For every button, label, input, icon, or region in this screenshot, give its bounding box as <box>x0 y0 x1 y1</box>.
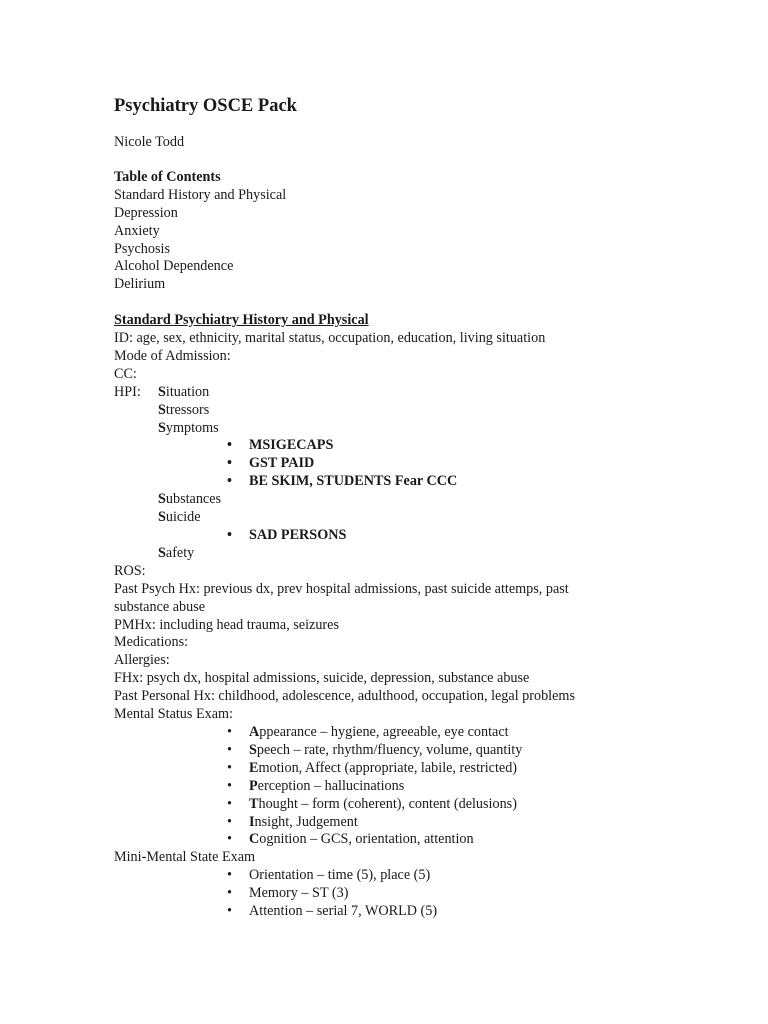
hpi-item <box>114 545 734 563</box>
mmse-text: Orientation – time (5), place (5) <box>249 867 431 884</box>
bullet-text: MSIGECAPS <box>249 437 334 454</box>
hpi-label: HPI: <box>114 383 141 400</box>
mse-item <box>114 742 734 760</box>
mse-initial: S <box>249 741 257 758</box>
bullet-text: BE SKIM, STUDENTS Fear CCC <box>249 473 458 490</box>
mse-item <box>114 778 734 796</box>
mse-item <box>114 831 734 849</box>
hpi-initial: S <box>158 544 166 561</box>
hpi-initial: S <box>158 401 166 418</box>
bullet-text: SAD PERSONS <box>249 527 347 544</box>
toc-item: Delirium <box>114 276 166 293</box>
mse-initial: E <box>249 759 259 776</box>
past-psych-hx: Past Psych Hx: previous dx, prev hospital admissions, past suicide attemps, past <box>114 580 569 597</box>
toc-item: Depression <box>114 204 178 221</box>
hpi-text: afety <box>165 544 195 561</box>
mse-item <box>114 760 734 778</box>
bullet-icon: • <box>227 777 232 794</box>
bullet-item <box>114 455 734 473</box>
bullet-icon: • <box>227 813 232 830</box>
mse-text: erception – hallucinations <box>257 777 405 794</box>
author-name: Nicole Todd <box>114 134 185 150</box>
bullet-icon: • <box>227 437 232 454</box>
mse-initial: P <box>249 777 258 794</box>
bullet-icon: • <box>227 741 232 758</box>
mse-item <box>114 814 734 832</box>
mse-text: ognition – GCS, orientation, attention <box>259 831 474 848</box>
hpi-item <box>114 509 734 527</box>
mse-item <box>114 724 734 742</box>
document-title: Psychiatry OSCE Pack <box>114 96 297 116</box>
document-page <box>114 94 734 921</box>
hpi-initial: S <box>158 509 166 526</box>
bullet-icon: • <box>227 795 232 812</box>
allergies-line: Allergies: <box>114 652 170 669</box>
toc-item: Psychosis <box>114 240 170 257</box>
bullet-item <box>114 437 734 455</box>
mmse-item <box>114 867 734 885</box>
mmse-item <box>114 885 734 903</box>
toc-item: Anxiety <box>114 222 160 239</box>
toc-heading: Table of Contents <box>114 168 221 185</box>
mmse-label: Mini-Mental State Exam <box>114 849 256 866</box>
bullet-icon: • <box>227 527 232 544</box>
hpi-initial: S <box>158 419 166 436</box>
hpi-text: ymptoms <box>165 419 219 436</box>
hpi-text: ubstances <box>165 491 222 508</box>
bullet-icon: • <box>227 759 232 776</box>
mse-text: peech – rate, rhythm/fluency, volume, quantity <box>256 741 523 758</box>
hpi-text: ituation <box>165 383 210 400</box>
id-line: ID: age, sex, ethnicity, marital status, occupation, education, living situation <box>114 330 546 347</box>
mmse-item <box>114 903 734 921</box>
mode-of-admission: Mode of Admission: <box>114 347 231 364</box>
fhx-line: FHx: psych dx, hospital admissions, suicide, depression, substance abuse <box>114 670 530 687</box>
mse-text: nsight, Judgement <box>254 813 358 830</box>
mmse-text: Attention – serial 7, WORLD (5) <box>249 903 438 920</box>
hpi-item <box>114 491 734 509</box>
section-heading: Standard Psychiatry History and Physical <box>114 312 369 329</box>
mse-text: motion, Affect (appropriate, labile, restricted) <box>258 759 518 776</box>
mse-initial: T <box>249 795 259 812</box>
hpi-initial: S <box>158 491 166 508</box>
toc-item: Standard History and Physical <box>114 186 287 203</box>
chief-complaint: CC: <box>114 365 137 382</box>
pmhx-line: PMHx: including head trauma, seizures <box>114 616 339 633</box>
mse-text: hought – form (coherent), content (delusions) <box>258 795 517 812</box>
bullet-icon: • <box>227 473 232 490</box>
mse-label: Mental Status Exam: <box>114 706 234 723</box>
bullet-item <box>114 473 734 491</box>
hpi-item <box>114 402 734 420</box>
mse-initial: C <box>249 831 260 848</box>
past-personal-hx: Past Personal Hx: childhood, adolescence, adulthood, occupation, legal problems <box>114 688 575 705</box>
past-psych-hx-cont: substance abuse <box>114 598 206 615</box>
bullet-icon: • <box>227 867 232 884</box>
ros-line: ROS: <box>114 562 146 579</box>
bullet-text: GST PAID <box>249 455 315 472</box>
bullet-icon: • <box>227 903 232 920</box>
medications-line: Medications: <box>114 634 189 651</box>
mse-item <box>114 796 734 814</box>
hpi-item <box>114 420 734 438</box>
hpi-row <box>114 384 734 402</box>
bullet-icon: • <box>227 885 232 902</box>
bullet-icon: • <box>227 455 232 472</box>
mse-initial: A <box>249 723 260 740</box>
bullet-item <box>114 527 734 545</box>
bullet-icon: • <box>227 831 232 848</box>
toc-item: Alcohol Dependence <box>114 258 234 275</box>
mmse-text: Memory – ST (3) <box>249 885 349 902</box>
hpi-text: uicide <box>165 509 201 526</box>
mse-initial: I <box>249 813 255 830</box>
mse-text: ppearance – hygiene, agreeable, eye contact <box>259 723 509 740</box>
bullet-icon: • <box>227 723 232 740</box>
hpi-initial: S <box>158 383 166 400</box>
hpi-text: tressors <box>165 401 210 418</box>
